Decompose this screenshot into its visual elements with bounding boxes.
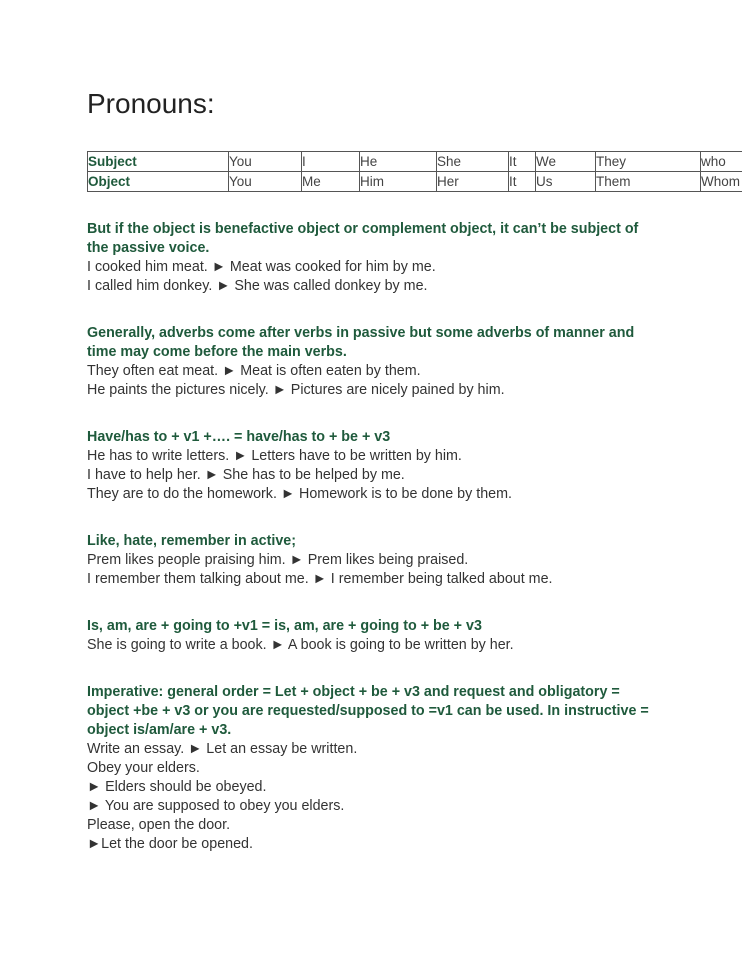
table-cell: It (509, 172, 536, 192)
rule-section (87, 617, 657, 655)
table-row (88, 172, 742, 192)
table-cell: You (229, 152, 302, 172)
rule-section (87, 324, 657, 400)
example-line: He has to write letters. ► Letters have to be written by him. (87, 448, 462, 464)
rule-heading: Have/has to + v1 +…. = have/has to + be + v3 (87, 429, 391, 445)
table-cell: Them (596, 172, 701, 192)
example-line: Prem likes people praising him. ► Prem likes being praised. (87, 552, 469, 568)
rule-section (87, 683, 657, 854)
rule-heading: Generally, adverbs come after verbs in passive but some adverbs of manner and time may come before the main verbs. (87, 325, 635, 360)
example-line: Obey your elders. (87, 760, 200, 776)
row-label: Subject (88, 152, 229, 172)
example-line: They often eat meat. ► Meat is often eaten by them. (87, 363, 421, 379)
example-line: Please, open the door. (87, 817, 231, 833)
rule-heading: Is, am, are + going to +v1 = is, am, are + going to + be + v3 (87, 618, 482, 634)
rule-heading: Like, hate, remember in active; (87, 533, 296, 549)
rule-heading: But if the object is benefactive object or complement object, it can’t be subject of the passive voice. (87, 221, 639, 256)
page-title: Pronouns: (87, 88, 215, 119)
rule-section (87, 220, 657, 296)
table-cell: He (360, 152, 437, 172)
table-cell: I (302, 152, 360, 172)
table-cell: Us (536, 172, 596, 192)
example-line: I called him donkey. ► She was called donkey by me. (87, 278, 428, 294)
example-line: She is going to write a book. ► A book is going to be written by her. (87, 637, 514, 653)
rule-section (87, 532, 657, 589)
table-cell: We (536, 152, 596, 172)
example-line: ► You are supposed to obey you elders. (87, 798, 345, 814)
table-cell: Whom (701, 172, 742, 192)
table-row (88, 152, 742, 172)
example-line: Write an essay. ► Let an essay be written. (87, 741, 358, 757)
example-line: I remember them talking about me. ► I remember being talked about me. (87, 571, 553, 587)
table-cell: who (701, 152, 742, 172)
table-cell: It (509, 152, 536, 172)
row-label: Object (88, 172, 229, 192)
example-line: I have to help her. ► She has to be helped by me. (87, 467, 405, 483)
table-cell: Her (437, 172, 509, 192)
example-line: I cooked him meat. ► Meat was cooked for him by me. (87, 259, 436, 275)
example-line: ►Let the door be opened. (87, 836, 253, 852)
example-line: They are to do the homework. ► Homework is to be done by them. (87, 486, 512, 502)
rule-section (87, 428, 657, 504)
table-cell: Me (302, 172, 360, 192)
table-cell: They (596, 152, 701, 172)
table-cell: She (437, 152, 509, 172)
table-cell: You (229, 172, 302, 192)
rule-heading: Imperative: general order = Let + object + be + v3 and request and obligatory = object +be + v3 or you are requested/supposed to =v1 can be used. In instructive = object is/am/are + v3. (87, 684, 649, 738)
example-line: ► Elders should be obeyed. (87, 779, 267, 795)
example-line: He paints the pictures nicely. ► Pictures are nicely pained by him. (87, 382, 505, 398)
pronoun-table (87, 151, 742, 192)
table-cell: Him (360, 172, 437, 192)
document-body (87, 220, 657, 882)
